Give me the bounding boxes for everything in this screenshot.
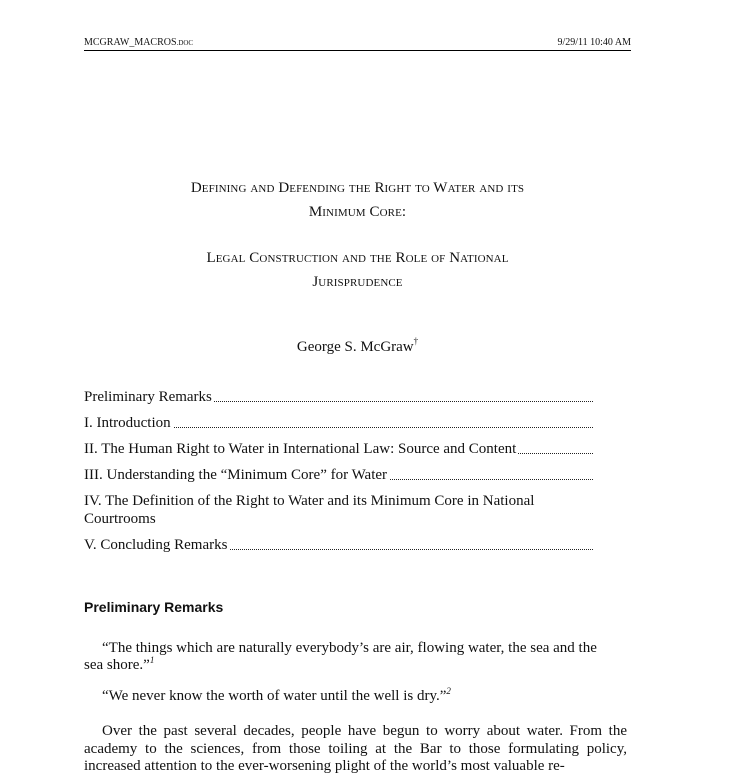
section-heading: Preliminary Remarks (84, 599, 224, 615)
footnote-mark[interactable]: 1 (149, 655, 155, 665)
quote-1-line-2: sea shore.” (84, 657, 150, 673)
quote-2-text: “We never know the worth of water until the well is dry.” (102, 688, 447, 704)
table-of-contents (84, 388, 593, 562)
toc-item-label: I. Introduction (84, 415, 171, 431)
header-timestamp: 9/29/11 10:40 AM (557, 37, 631, 48)
epigraph-quote-2 (84, 688, 631, 705)
header-filename (84, 37, 193, 49)
header-filename-ext: .DOC (176, 39, 194, 47)
toc-item[interactable] (84, 466, 593, 484)
subtitle-line-1: Legal Construction and the Role of National (206, 250, 509, 266)
title-line-2: Minimum Core: (308, 204, 407, 220)
toc-item[interactable] (84, 440, 593, 458)
quote-1-line-1: “The things which are naturally everybody’s are air, flowing water, the sea and the (102, 640, 597, 656)
author-name: George S. McGraw (296, 339, 414, 355)
toc-item-label-continued: Courtrooms (84, 510, 593, 528)
document-title (84, 176, 631, 224)
toc-item-label: Preliminary Remarks (84, 389, 212, 405)
footnote-mark[interactable]: 2 (446, 686, 451, 696)
author-footnote-mark[interactable]: † (413, 336, 419, 346)
toc-item-label: II. The Human Right to Water in International Law: Source and Content (84, 441, 517, 457)
toc-item-label: IV. The Definition of the Right to Water and its Minimum Core in National (84, 493, 535, 509)
author-line (84, 337, 631, 357)
subtitle-line-2: Jurisprudence (312, 274, 403, 290)
epigraph-quote-1 (84, 640, 631, 674)
title-line-1: Defining and Defending the Right to Water and its (190, 180, 525, 196)
toc-item-label: V. Concluding Remarks (84, 537, 228, 553)
toc-item-label: III. Understanding the “Minimum Core” for Water (84, 467, 388, 483)
toc-item[interactable] (84, 536, 593, 554)
toc-item[interactable] (84, 492, 593, 528)
body-paragraph: Over the past several decades, people have begun to worry about water. From the academy to the sciences, from those toiling at the Bar to those formulating policy, increased attention to the ever-worsening plight of the world’s most valuable re- (84, 723, 627, 774)
toc-item[interactable] (84, 388, 593, 406)
header-filename-main: MCGRAW_MACROS (84, 37, 177, 48)
running-header (84, 37, 631, 51)
toc-item[interactable] (84, 414, 593, 432)
document-subtitle (84, 246, 631, 294)
